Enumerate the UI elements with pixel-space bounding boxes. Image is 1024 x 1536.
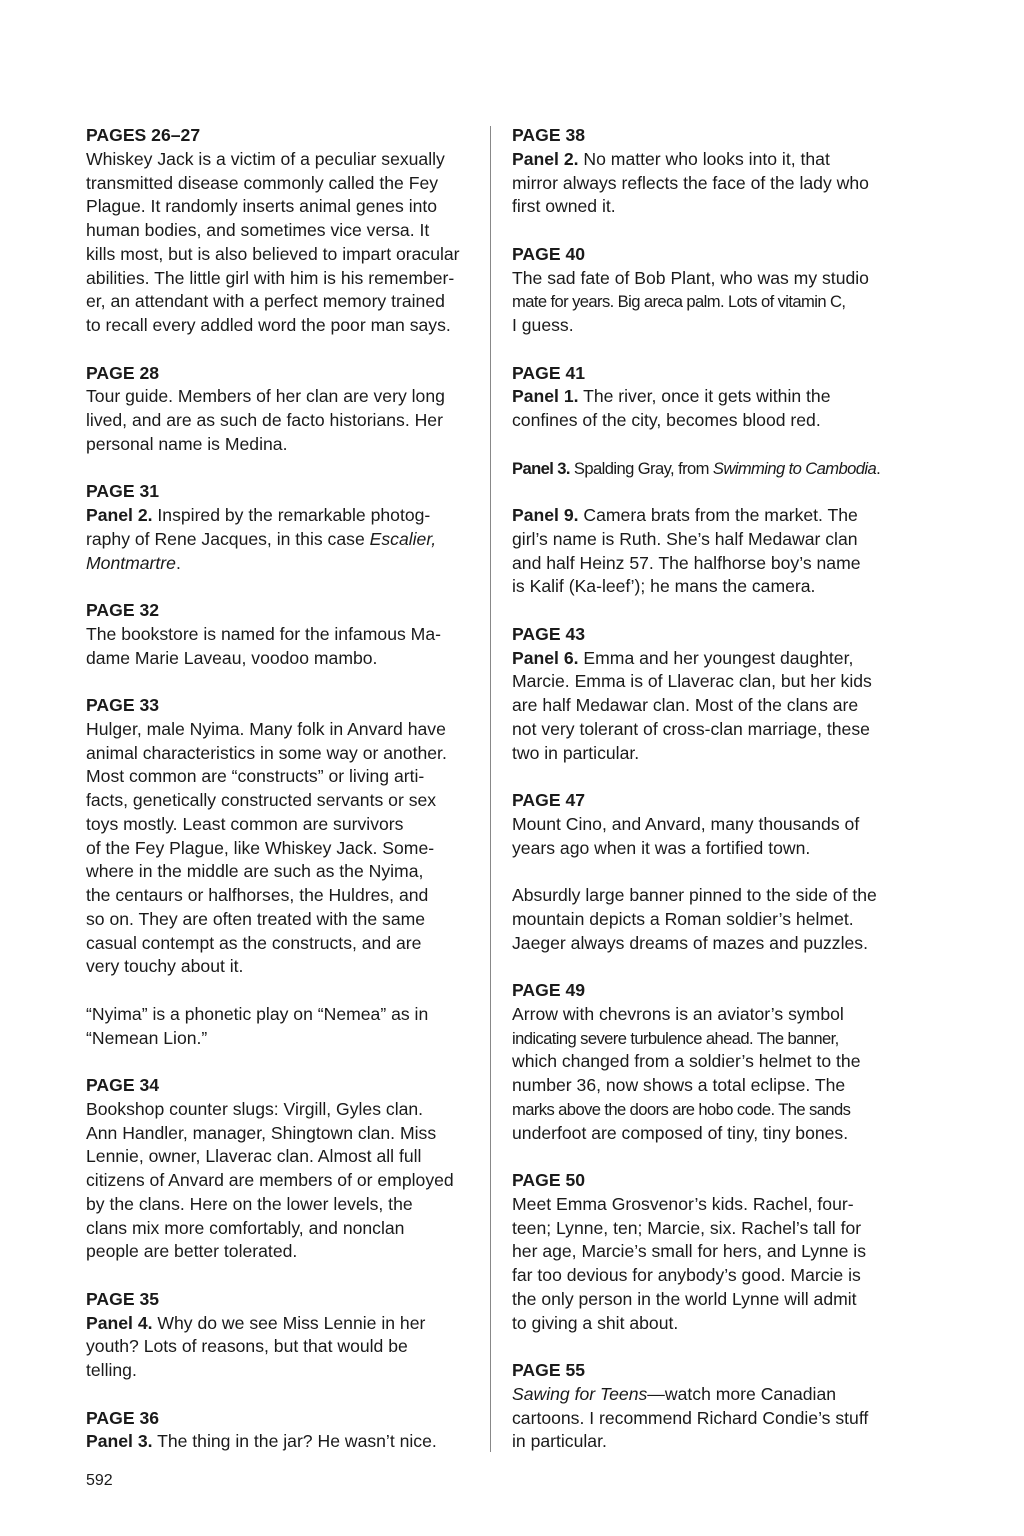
text-line: animal characteristics in some way or another. (86, 742, 447, 763)
text-line: Absurdly large banner pinned to the side of the (512, 885, 877, 905)
text-line: teen; Lynne, ten; Marcie, six. Rachel’s tall for (512, 1217, 862, 1238)
note-entry (86, 599, 481, 670)
note-paragraph (512, 504, 912, 599)
note-paragraph (512, 884, 912, 955)
note-paragraph (86, 504, 481, 575)
page-heading: PAGE 49 (512, 980, 586, 1000)
italic-title: Montmartre (86, 552, 176, 573)
page-heading: PAGE 43 (512, 623, 586, 644)
text-line: Lennie, owner, Llaverac clan. Almost all full (86, 1146, 422, 1167)
note-paragraph (86, 385, 481, 456)
text-line: clans mix more comfortably, and nonclan (86, 1217, 405, 1238)
note-entry (512, 124, 912, 219)
page-heading: PAGE 36 (86, 1407, 160, 1428)
text-line: to recall every addled word the poor man says. (86, 315, 451, 335)
note-entry (512, 1359, 912, 1454)
text-line: Panel 3. Spalding Gray, from Swimming to Cambodia. (512, 458, 881, 478)
italic-title: Escalier, (369, 528, 437, 549)
note-entry (86, 124, 481, 338)
text-line: Whiskey Jack is a victim of a peculiar sexually (86, 148, 445, 169)
text-line: cartoons. I recommend Richard Condie’s stuff (512, 1407, 869, 1428)
text-line: far too devious for anybody’s good. Marcie is (512, 1265, 861, 1285)
panel-label: Panel 1. (512, 386, 579, 407)
note-paragraph (512, 1383, 912, 1454)
note-entry (86, 1074, 481, 1264)
text-line: in particular. (512, 1431, 607, 1452)
text-line: Plague. It randomly inserts animal genes into (86, 196, 438, 217)
note-entry (512, 789, 912, 955)
text-line: Jaeger always dreams of mazes and puzzles. (512, 932, 868, 953)
page-heading: PAGE 28 (86, 362, 160, 383)
page-heading: PAGE 31 (86, 481, 160, 502)
note-entry (86, 1288, 481, 1383)
note-entry (86, 694, 481, 1050)
note-paragraph (86, 1098, 481, 1264)
panel-label: Panel 4. (86, 1312, 153, 1333)
note-paragraph (86, 1312, 481, 1383)
note-entry (512, 243, 912, 338)
panel-label: Panel 2. (512, 148, 579, 169)
text-line: “Nyima” is a phonetic play on “Nemea” as in (86, 1003, 429, 1024)
text-line: human bodies, and sometimes vice versa. It (86, 220, 430, 240)
note-entry (512, 1169, 912, 1335)
text-line: Sawing for Teens—watch more Canadian (512, 1383, 837, 1404)
text-line: Panel 2. No matter who looks into it, that (512, 148, 830, 169)
text-line: transmitted disease commonly called the Fey (86, 172, 439, 193)
text-line: Panel 4. Why do we see Miss Lennie in her (86, 1312, 426, 1333)
text-line: confines of the city, becomes blood red. (512, 410, 821, 430)
page-heading: PAGE 40 (512, 243, 586, 264)
text-line: abilities. The little girl with him is his remember- (86, 267, 455, 288)
text-line: kills most, but is also believed to impart oracular (86, 243, 460, 264)
italic-title: Sawing for Teens (512, 1383, 648, 1404)
text-line: I guess. (512, 315, 574, 335)
text-line: mate for years. Big areca palm. Lots of vitamin C, (512, 292, 846, 312)
text-line: casual contempt as the constructs, and are (86, 932, 422, 953)
text-line: mirror always reflects the face of the lady who (512, 172, 869, 193)
note-paragraph (512, 1193, 912, 1336)
note-entry (86, 362, 481, 457)
page-heading: PAGE 32 (86, 600, 160, 620)
text-line: where in the middle are such as the Nyima, (86, 861, 424, 882)
text-line: Panel 3. The thing in the jar? He wasn’t nice. (86, 1431, 437, 1452)
note-paragraph (512, 457, 912, 481)
text-line: not very tolerant of cross-clan marriage, these (512, 718, 870, 739)
note-entry (512, 623, 912, 766)
text-line: underfoot are composed of tiny, tiny bones. (512, 1122, 849, 1143)
text-line: Panel 9. Camera brats from the market. The (512, 505, 858, 525)
text-line: two in particular. (512, 742, 640, 763)
text-line: Marcie. Emma is of Llaverac clan, but her kids (512, 671, 872, 692)
panel-label: Panel 9. (512, 505, 579, 525)
text-line: girl’s name is Ruth. She’s half Medawar clan (512, 528, 858, 549)
note-paragraph (86, 1430, 481, 1454)
text-line: people are better tolerated. (86, 1241, 298, 1262)
text-line: toys mostly. Least common are survivors (86, 813, 404, 834)
page-heading: PAGE 35 (86, 1288, 160, 1309)
text-line: the only person in the world Lynne will admit (512, 1288, 857, 1309)
panel-label: Panel 6. (512, 647, 579, 668)
text-line: which changed from a soldier’s helmet to the (512, 1051, 861, 1072)
panel-label: Panel 3. (86, 1431, 153, 1452)
text-line: telling. (86, 1360, 137, 1380)
text-line: the centaurs or halfhorses, the Huldres, and (86, 885, 429, 905)
page-heading: PAGE 47 (512, 790, 586, 810)
text-line: personal name is Medina. (86, 433, 288, 454)
text-line: er, an attendant with a perfect memory trained (86, 291, 445, 312)
panel-label: Panel 2. (86, 505, 153, 525)
note-paragraph (86, 148, 481, 338)
text-line: youth? Lots of reasons, but that would be (86, 1336, 408, 1357)
text-line: number 36, now shows a total eclipse. The (512, 1075, 846, 1095)
note-paragraph (512, 1003, 912, 1146)
text-line: Meet Emma Grosvenor’s kids. Rachel, four- (512, 1193, 854, 1214)
text-line: “Nemean Lion.” (86, 1027, 208, 1048)
text-line: is Kalif (Ka-leef’); he mans the camera. (512, 576, 816, 597)
text-line: Most common are “constructs” or living arti- (86, 766, 425, 787)
page-heading: PAGE 34 (86, 1075, 160, 1095)
text-line: years ago when it was a fortified town. (512, 837, 811, 858)
panel-label: Panel 3. (512, 458, 570, 478)
italic-title: Swimming to Cambodia (712, 458, 877, 478)
text-line: by the clans. Here on the lower levels, the (86, 1193, 413, 1214)
text-line: citizens of Anvard are members of or employed (86, 1170, 454, 1190)
text-line: dame Marie Laveau, voodoo mambo. (86, 647, 378, 668)
note-paragraph (512, 813, 912, 861)
text-line: lived, and are as such de facto historians. Her (86, 410, 443, 430)
text-line: mountain depicts a Roman soldier’s helmet. (512, 908, 854, 929)
column-divider (490, 126, 491, 1452)
page-heading: PAGE 50 (512, 1170, 586, 1190)
note-paragraph (512, 267, 912, 338)
text-line: her age, Marcie’s small for hers, and Lynne is (512, 1241, 866, 1262)
note-entry (86, 1407, 481, 1455)
note-paragraph (512, 148, 912, 219)
note-entry (512, 979, 912, 1145)
note-paragraph (86, 1003, 481, 1051)
text-line: Panel 2. Inspired by the remarkable photog- (86, 505, 431, 525)
text-line: Panel 1. The river, once it gets within the (512, 386, 831, 407)
text-line: Tour guide. Members of her clan are very long (86, 386, 445, 407)
page-number: 592 (86, 1472, 113, 1489)
text-line: Panel 6. Emma and her youngest daughter, (512, 647, 854, 668)
page-heading: PAGE 41 (512, 362, 586, 383)
text-line: marks above the doors are hobo code. The sands (512, 1099, 851, 1119)
note-paragraph (512, 647, 912, 766)
page-heading: PAGE 33 (86, 695, 160, 715)
text-line: raphy of Rene Jacques, in this case Escalier, (86, 528, 437, 549)
text-line: Mount Cino, and Anvard, many thousands of (512, 813, 860, 834)
note-paragraph (512, 385, 912, 433)
text-line: facts, genetically constructed servants or sex (86, 790, 437, 810)
text-line: Arrow with chevrons is an aviator’s symbol (512, 1003, 844, 1024)
text-line: very touchy about it. (86, 956, 244, 977)
text-line: Montmartre. (86, 552, 181, 573)
text-line: Hulger, male Nyima. Many folk in Anvard have (86, 718, 446, 739)
text-line: are half Medawar clan. Most of the clans are (512, 695, 859, 715)
note-entry (512, 362, 912, 600)
text-line: The bookstore is named for the infamous Ma- (86, 623, 441, 644)
text-line: so on. They are often treated with the same (86, 908, 426, 929)
text-line: and half Heinz 57. The halfhorse boy’s name (512, 552, 861, 573)
text-line: to giving a shit about. (512, 1312, 679, 1333)
text-line: The sad fate of Bob Plant, who was my studio (512, 267, 869, 288)
page-heading: PAGE 38 (512, 125, 586, 145)
text-line: indicating severe turbulence ahead. The banner, (512, 1028, 839, 1048)
note-paragraph (86, 718, 481, 979)
left-column (86, 124, 481, 1478)
page-heading: PAGES 26–27 (86, 125, 201, 145)
right-column (512, 124, 912, 1478)
text-line: of the Fey Plague, like Whiskey Jack. Some- (86, 837, 435, 858)
note-paragraph (86, 623, 481, 671)
text-line: Bookshop counter slugs: Virgill, Gyles clan. (86, 1098, 424, 1119)
note-entry (86, 480, 481, 575)
text-line: Ann Handler, manager, Shingtown clan. Miss (86, 1122, 437, 1143)
text-line: first owned it. (512, 196, 616, 217)
page-heading: PAGE 55 (512, 1360, 586, 1380)
